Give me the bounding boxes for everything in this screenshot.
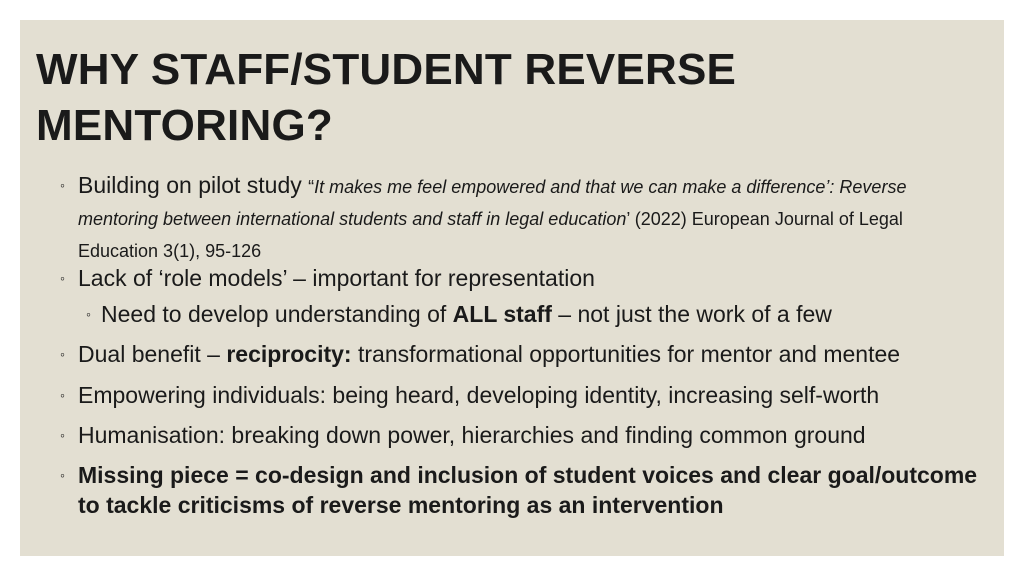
bullet-marker-icon: ◦: [60, 467, 65, 483]
sub-bullet-all-staff-after: – not just the work of a few: [551, 301, 832, 327]
pilot-study-citation: (2022) European Journal of Legal Education 3(1), 95-126: [78, 209, 903, 261]
bullet-marker-icon: ◦: [60, 427, 65, 443]
bullet-dual-benefit-after: transformational opportunities for mentor and mentee: [351, 341, 901, 367]
bullet-marker-icon: ◦: [60, 270, 65, 286]
bullet-dual-benefit: [20, 339, 1004, 369]
quote-close-mark: ’: [626, 209, 630, 229]
slide-title-line-2: MENTORING?: [36, 101, 333, 150]
bullet-empowering: [20, 380, 1004, 410]
sub-bullet-all-staff-before: Need to develop understanding of: [101, 301, 453, 327]
bullet-role-models: [20, 263, 1004, 293]
bullet-missing-piece: [20, 460, 1004, 520]
bullet-empowering-text: Empowering individuals: being heard, developing identity, increasing self-worth: [78, 382, 880, 408]
slide-title-line-1: WHY STAFF/STUDENT REVERSE: [36, 45, 737, 94]
quote-open-mark: “: [308, 177, 315, 197]
bullet-humanisation: [20, 420, 1004, 450]
bullet-marker-icon: ◦: [60, 177, 65, 193]
bullet-humanisation-text: Humanisation: breaking down power, hierarchies and finding common ground: [78, 422, 866, 448]
bullet-dual-benefit-before: Dual benefit –: [78, 341, 227, 367]
slide: [20, 20, 1004, 556]
pilot-study-article-title: It makes me feel empowered and that we can make a difference’: Reverse mentoring between international students and staff in legal education: [78, 177, 907, 229]
bullet-pilot-study: [20, 170, 1004, 266]
sub-bullet-marker-icon: ◦: [86, 306, 91, 322]
slide-title: [36, 42, 976, 154]
bullet-marker-icon: ◦: [60, 387, 65, 403]
bullet-marker-icon: ◦: [60, 346, 65, 362]
sub-bullet-all-staff-bold: ALL staff: [452, 301, 552, 327]
bullet-missing-piece-text: Missing piece = co-design and inclusion of student voices and clear goal/outcome to tackle criticisms of reverse mentoring as an intervention: [78, 462, 978, 518]
bullet-pilot-study-lead: Building on pilot study: [78, 172, 309, 198]
sub-bullet-all-staff: [20, 299, 1004, 329]
bullet-role-models-text: Lack of ‘role models’ – important for representation: [78, 265, 595, 291]
bullet-dual-benefit-bold: reciprocity:: [226, 341, 352, 367]
